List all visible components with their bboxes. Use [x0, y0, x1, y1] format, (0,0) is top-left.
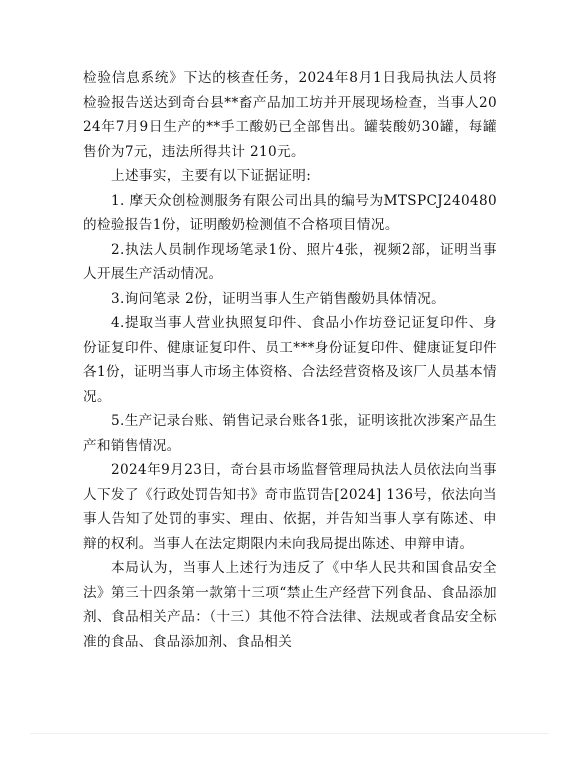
document-body: [83, 66, 497, 654]
page-bottom-divider: [30, 733, 549, 734]
paragraph-evidence-3: 3.询问笔录 2份，证明当事人生产销售酸奶具体情况。: [111, 290, 446, 307]
paragraph-evidence-2: 2.执法人员制作现场笔录1份、照片4张，视频2部，证明当事人开展生产活动情况。: [83, 241, 497, 282]
paragraph-evidence-intro: 上述事实，主要有以下证据证明:: [111, 168, 312, 184]
paragraph-inspection-result: 检验信息系统》下达的核查任务，2024年8月1日我局执法人员将检验报告送达到奇台县**畜产品加工坊并开展现场检查，当事人2024年7月9日生产的**手工酸奶已全部售出。罐装酸奶30罐，每罐售价为7元，违法所得共计 210元。: [83, 70, 497, 160]
paragraph-legal-finding: 本局认为，当事人上述行为违反了《中华人民共和国食品安全法》第三十四条第一款第十三项“禁止生产经营下列食品、食品添加剂、食品相关产品：（十三）其他不符合法律、法规或者食品安全标准的食品、食品添加剂、食品相关: [83, 560, 497, 650]
paragraph-evidence-1: 1. 摩天众创检测服务有限公司出具的编号为MTSPCJ240480的检验报告1份，证明酸奶检测值不合格项目情况。: [83, 192, 497, 233]
paragraph-evidence-5: 5.生产记录台账、销售记录台账各1张，证明该批次涉案产品生产和销售情况。: [83, 413, 497, 454]
paragraph-penalty-notice: 2024年9月23日，奇台县市场监督管理局执法人员依法向当事人下发了《行政处罚告知书》奇市监罚告[2024] 136号，依法向当事人告知了处罚的事实、理由、依据，并告知当事人享有陈述、申辩的权利。当事人在法定期限内未向我局提出陈述、申辩申请。: [83, 462, 497, 552]
paragraph-evidence-4: 4.提取当事人营业执照复印件、食品小作坊登记证复印件、身份证复印件、健康证复印件、员工***身份证复印件、健康证复印件各1份，证明当事人市场主体资格、合法经营资格及该厂人员基本情况。: [83, 315, 497, 405]
